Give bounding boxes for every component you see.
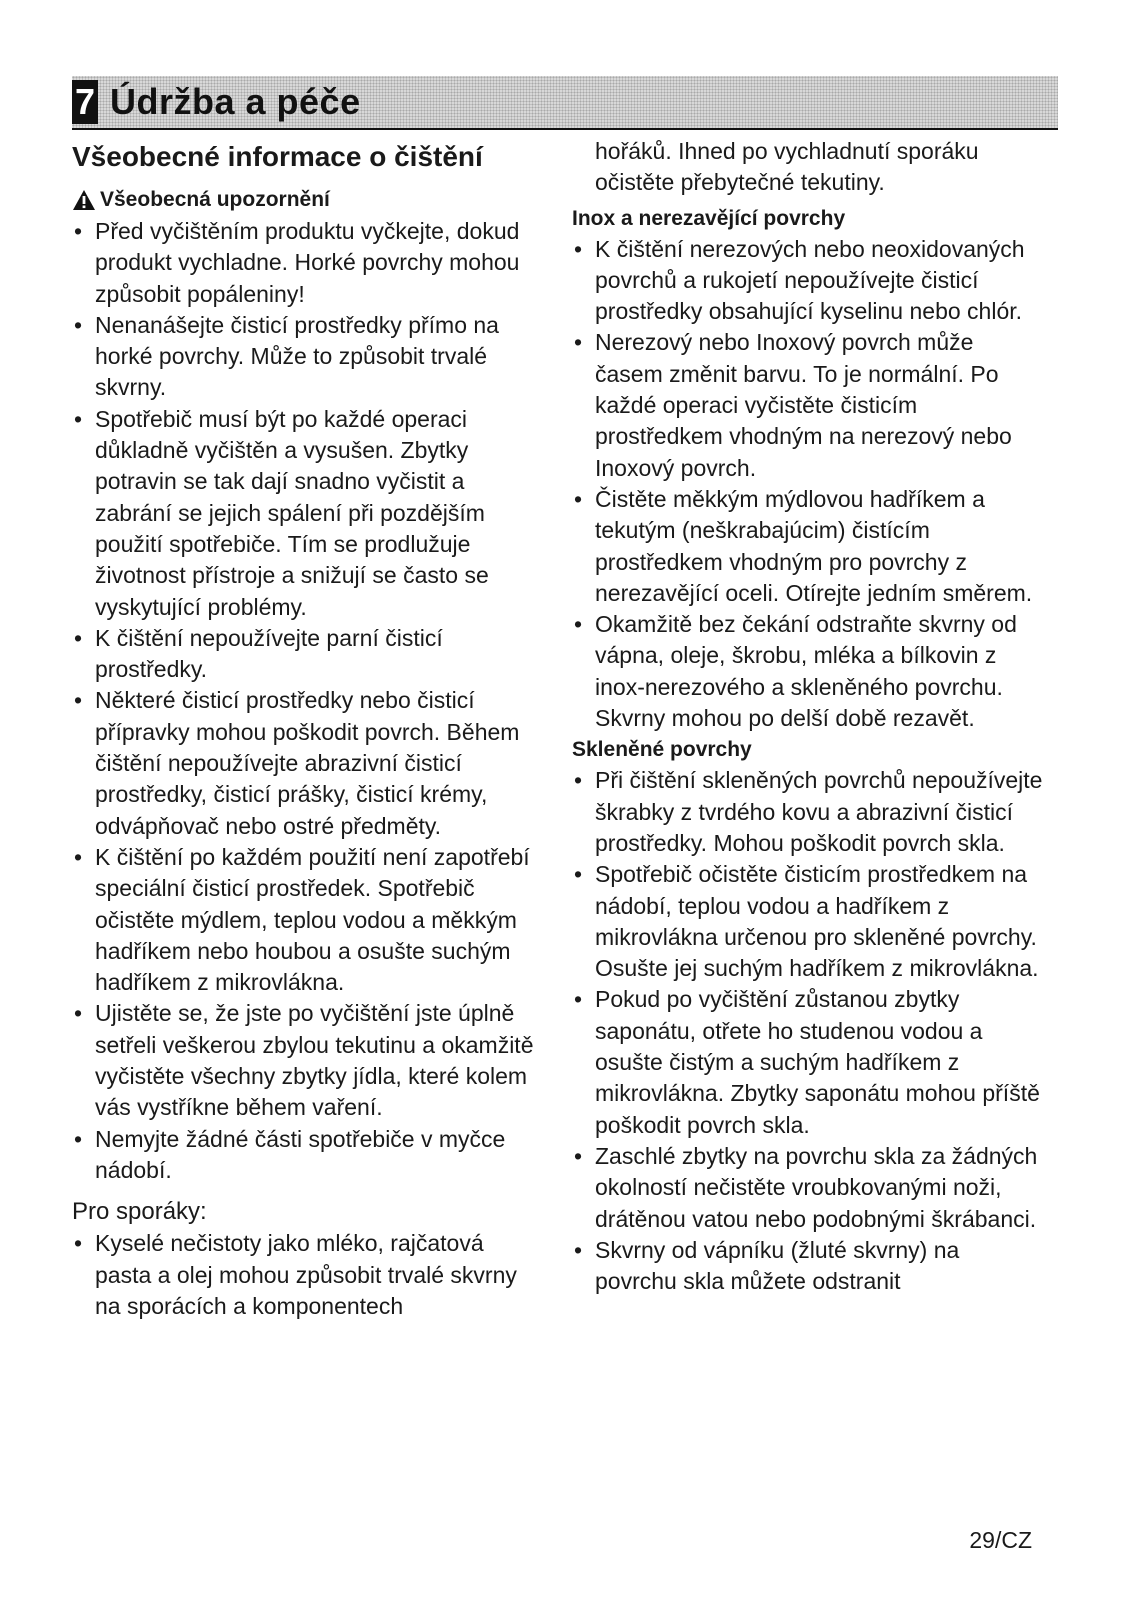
bullet-icon: • [574,235,583,262]
list-item: • K čištění nerezových nebo neoxidovaných povrchů a rukojetí nepoužívejte čisticí prostředky obsahující kyselinu nebo chlór. [574,235,1025,325]
list-item: • Nenanášejte čisticí prostředky přímo na horké povrchy. Může to způsobit trvalé skvrny. [74,311,499,401]
list-item: • K čištění po každém použití není zapotřebí speciální čisticí prostředek. Spotřebič očistěte mýdlem, teplou vodou a měkkým hadříkem nebo houbou a osušte suchým hadříkem z mikrovlákna. [74,843,530,996]
bullet-icon: • [574,485,583,512]
list-item: • Skvrny od vápníku (žluté skvrny) na povrchu skla můžete odstranit [574,1236,960,1295]
bullet-icon: • [574,767,583,794]
warning-heading [72,186,542,214]
list-item: • Kyselé nečistoty jako mléko, rajčatová pasta a olej mohou způsobit trvalé skvrny na sporácích a komponentech [74,1230,517,1319]
list-item: • Při čištění skleněných povrchů nepoužívejte škrabky z tvrdého kovu a abrazivní čisticí prostředky. Mohou poškodit povrch skla. [574,767,1043,856]
glass-list [572,765,1047,1297]
chapter-number: 7 [72,80,98,124]
list-item: • Čistěte měkkým mýdlovou hadříkem a tekutým (neškrabajúcim) čistícím prostředkem vhodným pro povrchy z nerezavějící oceli. Otírejte jedním směrem. [574,485,1033,606]
list-item: • Nemyjte žádné části spotřebiče v myčce nádobí. [74,1125,506,1183]
bullet-icon: • [74,311,83,338]
list-item: • Okamžitě bez čekání odstraňte skvrny od vápna, oleje, škrobu, mléka a bílkovin z inox-nerezového a skleněného povrchu. Skvrny mohou po delší době rezavět. [574,611,1017,732]
bullet-icon: • [74,624,83,651]
warning-title: Všeobecná upozornění [100,188,330,211]
warning-icon [72,189,96,211]
bullet-icon: • [574,329,583,356]
list-item: • Nerezový nebo Inoxový povrch může časem změnit barvu. To je normální. Po každé operaci vyčistěte čisticím prostředkem vhodným na nerezový nebo Inoxový povrch. [574,329,1012,481]
bullet-icon: • [574,1142,583,1169]
bullet-icon: • [74,1125,83,1152]
bullet-icon: • [74,843,83,870]
section-heading: Všeobecné informace o čištění [72,141,483,172]
inox-list [572,234,1047,735]
bullet-icon: • [74,218,83,244]
list-item: • Pokud po vyčištění zůstanou zbytky saponátu, otřete ho studenou vodou a osušte čistým a suchým hadříkem z mikrovlákna. Zbytky saponátu mohou příště poškodit povrch skla. [574,986,1040,1138]
bullet-icon: • [74,1000,83,1027]
continued-text: hořáků. Ihned po vychladnutí sporáku očistěte přebytečné tekutiny. [595,138,979,196]
warning-list [72,216,542,1186]
bullet-icon: • [574,861,583,888]
stoves-heading: Pro sporáky: [72,1198,207,1226]
chapter-banner [72,76,1058,130]
list-item: • Některé čisticí prostředky nebo čisticí přípravky mohou poškodit povrch. Během čištění nepoužívejte abrazivní čisticí prostředky, čisticí prášky, čisticí krémy, odvápňovač nebo ostré předměty. [74,687,520,839]
chapter-title: Údržba a péče [110,81,361,122]
right-column [572,136,1047,1297]
glass-heading: Skleněné povrchy [572,738,752,762]
list-item: • Zaschlé zbytky na povrchu skla za žádných okolností nečistěte vroubkovanými noži, drátěnou vatou nebo podobnými škrábanci. [574,1142,1038,1232]
list-item: • K čištění nepoužívejte parní čisticí prostředky. [74,624,443,683]
list-item: • Před vyčištěním produktu vyčkejte, dokud produkt vychladne. Horké povrchy mohou způsobit popáleniny! [74,218,520,307]
bullet-icon: • [574,986,583,1013]
list-item: • Spotřebič musí být po každé operaci důkladně vyčištěn a vysušen. Zbytky potravin se tak dají snadno vyčistit a zabrání se jejich spálení při pozdějším použití spotřebiče. Tím se prodlužuje životnost přístroje a snižují se často se vyskytující problémy. [74,405,489,620]
bullet-icon: • [574,1236,583,1263]
left-column [72,140,542,1322]
bullet-icon: • [74,405,83,432]
inox-heading: Inox a nerezavějící povrchy [572,206,846,230]
page-number: 29/CZ [969,1527,1032,1553]
bullet-icon: • [74,687,83,714]
bullet-icon: • [574,611,583,638]
list-item: • Spotřebič očistěte čisticím prostředkem na nádobí, teplou vodou a hadříkem z mikrovlákna určenou pro skleněné povrchy. Osušte jej suchým hadříkem z mikrovlákna. [574,861,1039,982]
stoves-list [72,1228,542,1322]
bullet-icon: • [74,1230,83,1257]
list-item: • Ujistěte se, že jste po vyčištění jste úplně setřeli veškerou zbylou tekutinu a okamžitě vyčistěte všechny zbytky jídla, které kolem vás vystříkne během vaření. [74,1000,534,1121]
